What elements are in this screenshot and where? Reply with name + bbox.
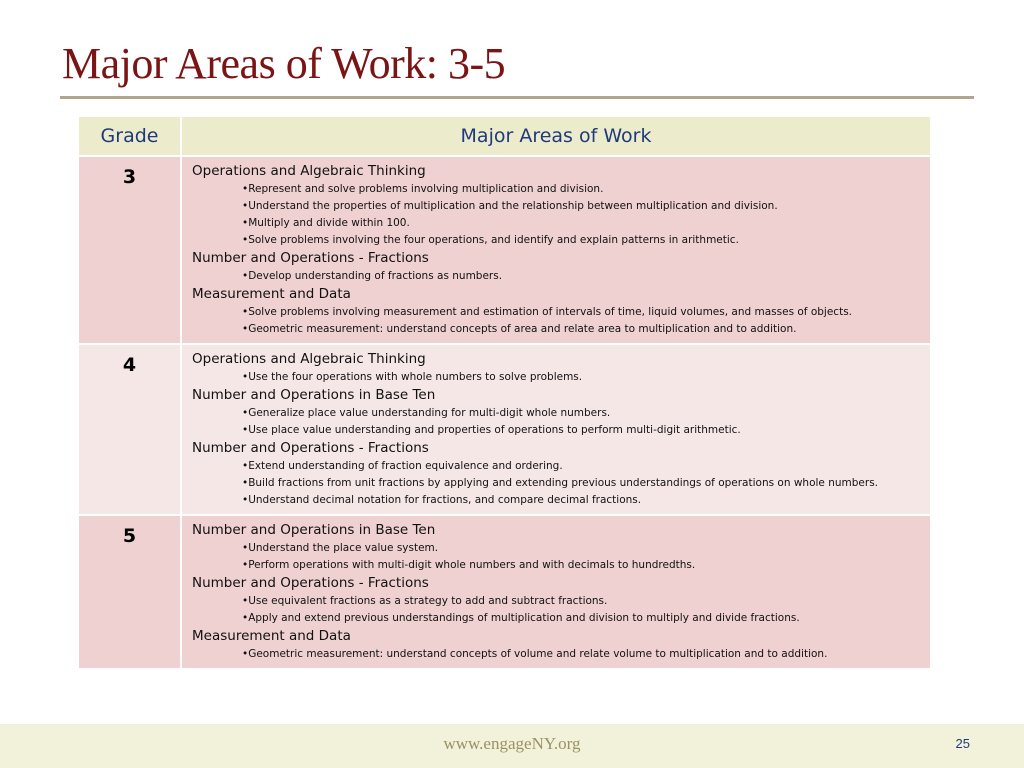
- domain-heading: Number and Operations - Fractions: [192, 440, 429, 456]
- list-item: •Develop understanding of fractions as numbers.: [242, 270, 503, 282]
- list-item: •Perform operations with multi-digit whole numbers and with decimals to hundredths.: [242, 559, 696, 571]
- table-row: [78, 344, 931, 515]
- list-item: •Apply and extend previous understandings of multiplication and division to multiply and divide fractions.: [242, 612, 800, 624]
- domain-heading: Operations and Algebraic Thinking: [192, 351, 426, 367]
- list-item: •Extend understanding of fraction equivalence and ordering.: [242, 460, 563, 472]
- grade-column-header: Grade: [78, 116, 181, 156]
- areas-cell: [181, 515, 931, 669]
- slide-footer: [0, 724, 1024, 768]
- domain-heading: Measurement and Data: [192, 628, 351, 644]
- title-divider: [60, 96, 974, 99]
- domain-heading: Measurement and Data: [192, 286, 351, 302]
- list-item: •Geometric measurement: understand concepts of area and relate area to multiplication and to addition.: [242, 323, 797, 335]
- list-item: •Understand the place value system.: [242, 542, 439, 554]
- list-item: •Understand the properties of multiplication and the relationship between multiplication and division.: [242, 200, 778, 212]
- domain-heading: Number and Operations in Base Ten: [192, 387, 436, 403]
- grade-cell: 4: [78, 344, 181, 515]
- footer-url: www.engageNY.org: [443, 734, 581, 753]
- domain-heading: Number and Operations in Base Ten: [192, 522, 436, 538]
- list-item: •Use place value understanding and properties of operations to perform multi-digit arithmetic.: [242, 424, 741, 436]
- table-row: [78, 515, 931, 669]
- list-item: •Represent and solve problems involving multiplication and division.: [242, 183, 604, 195]
- major-areas-table: [77, 115, 932, 670]
- list-item: •Generalize place value understanding for multi-digit whole numbers.: [242, 407, 611, 419]
- areas-cell: [181, 344, 931, 515]
- list-item: •Geometric measurement: understand concepts of volume and relate volume to multiplication and to addition.: [242, 648, 828, 660]
- grade-cell: 5: [78, 515, 181, 669]
- list-item: •Solve problems involving measurement and estimation of intervals of time, liquid volumes, and masses of objects.: [242, 306, 852, 318]
- page-number: 25: [955, 736, 970, 751]
- domain-heading: Number and Operations - Fractions: [192, 250, 429, 266]
- table-row: [78, 156, 931, 344]
- slide-title: Major Areas of Work: 3-5: [62, 39, 506, 88]
- domain-heading: Number and Operations - Fractions: [192, 575, 429, 591]
- list-item: •Build fractions from unit fractions by applying and extending previous understandings of operations on whole numbers.: [242, 477, 878, 489]
- areas-column-header: Major Areas of Work: [181, 116, 931, 156]
- grade-cell: 3: [78, 156, 181, 344]
- table-header-row: [78, 116, 931, 156]
- list-item: •Use the four operations with whole numbers to solve problems.: [242, 371, 583, 383]
- list-item: •Solve problems involving the four operations, and identify and explain patterns in arithmetic.: [242, 234, 739, 246]
- list-item: •Use equivalent fractions as a strategy to add and subtract fractions.: [242, 595, 608, 607]
- domain-heading: Operations and Algebraic Thinking: [192, 163, 426, 179]
- list-item: •Understand decimal notation for fractions, and compare decimal fractions.: [242, 494, 642, 506]
- list-item: •Multiply and divide within 100.: [242, 217, 410, 229]
- areas-cell: [181, 156, 931, 344]
